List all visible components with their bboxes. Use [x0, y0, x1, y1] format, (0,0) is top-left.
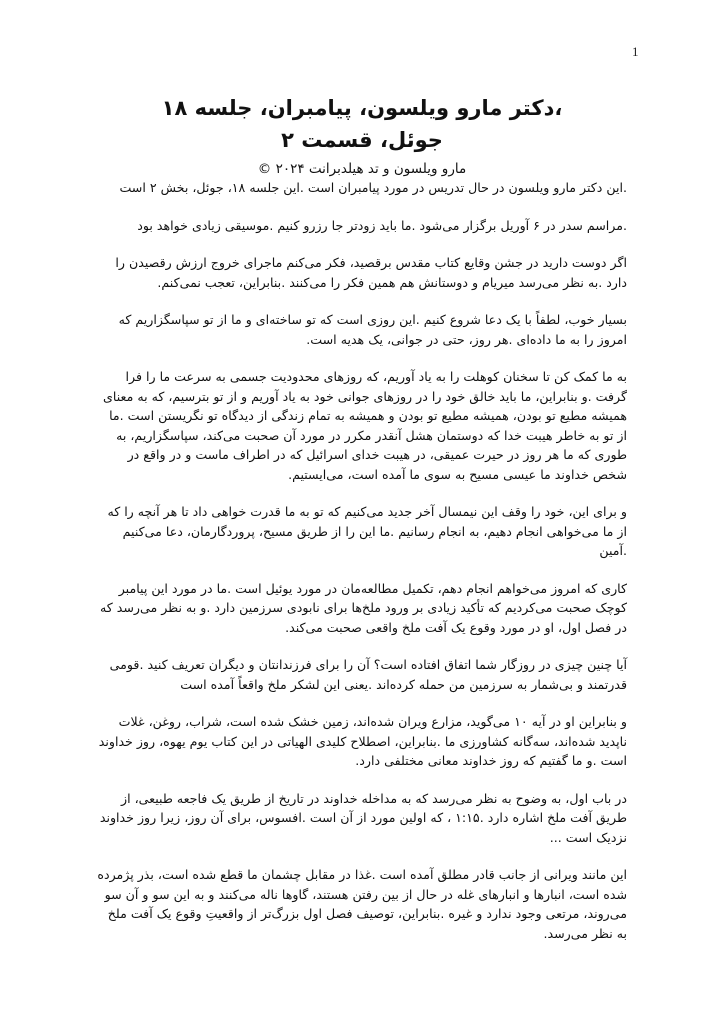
paragraph: اگر دوست دارید در جشن وقایع کتاب مقدس برقصید، فکر می‌کنم ماجرای خروج ارزش رقصیدن را دارد .به نظر می‌رسد میریام و دوستانش هم همین فکر را می‌کنند .بنابراین، تعجب نمی‌کنم. [115, 255, 627, 290]
paragraph: .مراسم سدر در ۶ آوریل برگزار می‌شود .ما باید زودتر جا رزرو کنیم .موسیقی زیادی خواهد بود [137, 217, 627, 233]
paragraph: این مانند ویرانی از جانب قادر مطلق آمده است .غذا در مقابل چشمان ما قطع شده است، بذر پژمرده شده است، انبارها و انبارهای غله در حال از بین رفتن هستند، گاوها ناله می‌کنند و به این سو و آن سو می‌روند، مرتعی وجود ندارد و غیره .بنابراین، توصیف فصل اول بزرگ‌تر از واقعیتِ وقوع یک آفت ملخ به نظر می‌رسد. [97, 867, 627, 941]
paragraph: آیا چنین چیزی در روزگار شما اتفاق افتاده است؟ آن را برای فرزندانتان و دیگران تعریف کنید .قومی قدرتمند و بی‌شمار به سرزمین من حمله کرده‌اند .یعنی این لشکر ملخ واقعاً آمده است [109, 657, 627, 692]
paragraph: در باب اول، به وضوح به نظر می‌رسد که به مداخله خداوند در تاریخ از طریق یک فاجعه طبیعی، از طریق آفت ملخ اشاره دارد .۱:۱۵ ، که اولین مورد از آن است .افسوس، برای آن روز، زیرا روز خداوند نزدیک است ... [99, 790, 627, 845]
paragraph: بسیار خوب، لطفاً با یک دعا شروع کنیم .این روزی است که تو ساخته‌ای و ما از تو سپاسگزاریم که امروز را به ما داده‌ای .هر روز، حتی در جوانی، یک هدیه است. [118, 312, 627, 347]
document-header [96, 92, 628, 180]
paragraph: و برای این، خود را وقف این نیمسال آخر جدید می‌کنیم که تو به ما قدرت خواهی داد تا هر آنچه را که از ما می‌خواهی انجام دهیم، به انجام رسانیم .ما این را از طریق مسیح، پروردگارمان، دعا می‌کنیم .آمین [107, 504, 627, 558]
document-body [96, 178, 627, 961]
paragraph: به ما کمک کن تا سخنان کوهلت را به یاد آوریم، که روزهای محدودیت جسمی به سرعت ما را فرا گرفت .و بنابراین، ما باید خالق خود را در روزهای جوانی خود به یاد آوریم و از تو بترسیم، که به معنای همیشه مطیع تو بودن، همیشه مطیع تو بودن و همیشه به تمام زندگی از دیدگاه تو نگریستن است .ما از تو به خاطر هیبت خدا که دوستمان هشل آنقدر مکرر در مورد آن صحبت می‌کند، سپاسگزاریم، به طوری که ما هر روز در حیرت عمیقی، در هیبت خدای اسرائیل که در اطراف ماست و در واقع در شخص خداوند ما عیسی مسیح به سوی ما آمده است، می‌ایستیم. [103, 369, 627, 482]
document-title-line-1: ،دکتر مارو ویلسون، پیامبران، جلسه ۱۸ [161, 96, 563, 120]
author-copyright: مارو ویلسون و تد هیلدبرانت ۲۰۲۴ © [257, 161, 467, 177]
paragraph: کاری که امروز می‌خواهم انجام دهم، تکمیل مطالعه‌مان در مورد یوئیل است .ما در مورد این پیامبر کوچک صحبت می‌کردیم که تأکید زیادی بر ورود ملخ‌ها برای نابودی سرزمین دارد .و به نظر می‌رسد که در فصل اول، او در مورد وقوع یک آفت ملخ واقعی صحبت می‌کند. [99, 580, 627, 635]
paragraph: .این دکتر مارو ویلسون در حال تدریس در مورد پیامبران است .این جلسه ۱۸، جوئل، بخش ۲ است [119, 180, 627, 195]
page-number: 1 [632, 44, 639, 59]
paragraph: و بنابراین او در آیه ۱۰ می‌گوید، مزارع ویران شده‌اند، زمین خشک شده است، شراب، روغن، غلات ناپدید شده‌اند، سه‌گانه کشاورزی ما .بنابراین، اصطلاح کلیدی الهیاتی در این کتاب یوم یهوه، روز خداوند است .و ما گفتیم که روز خداوند معانی مختلفی دارد. [98, 714, 627, 768]
document-title-line-2: جوئل، قسمت ۲ [281, 128, 443, 152]
